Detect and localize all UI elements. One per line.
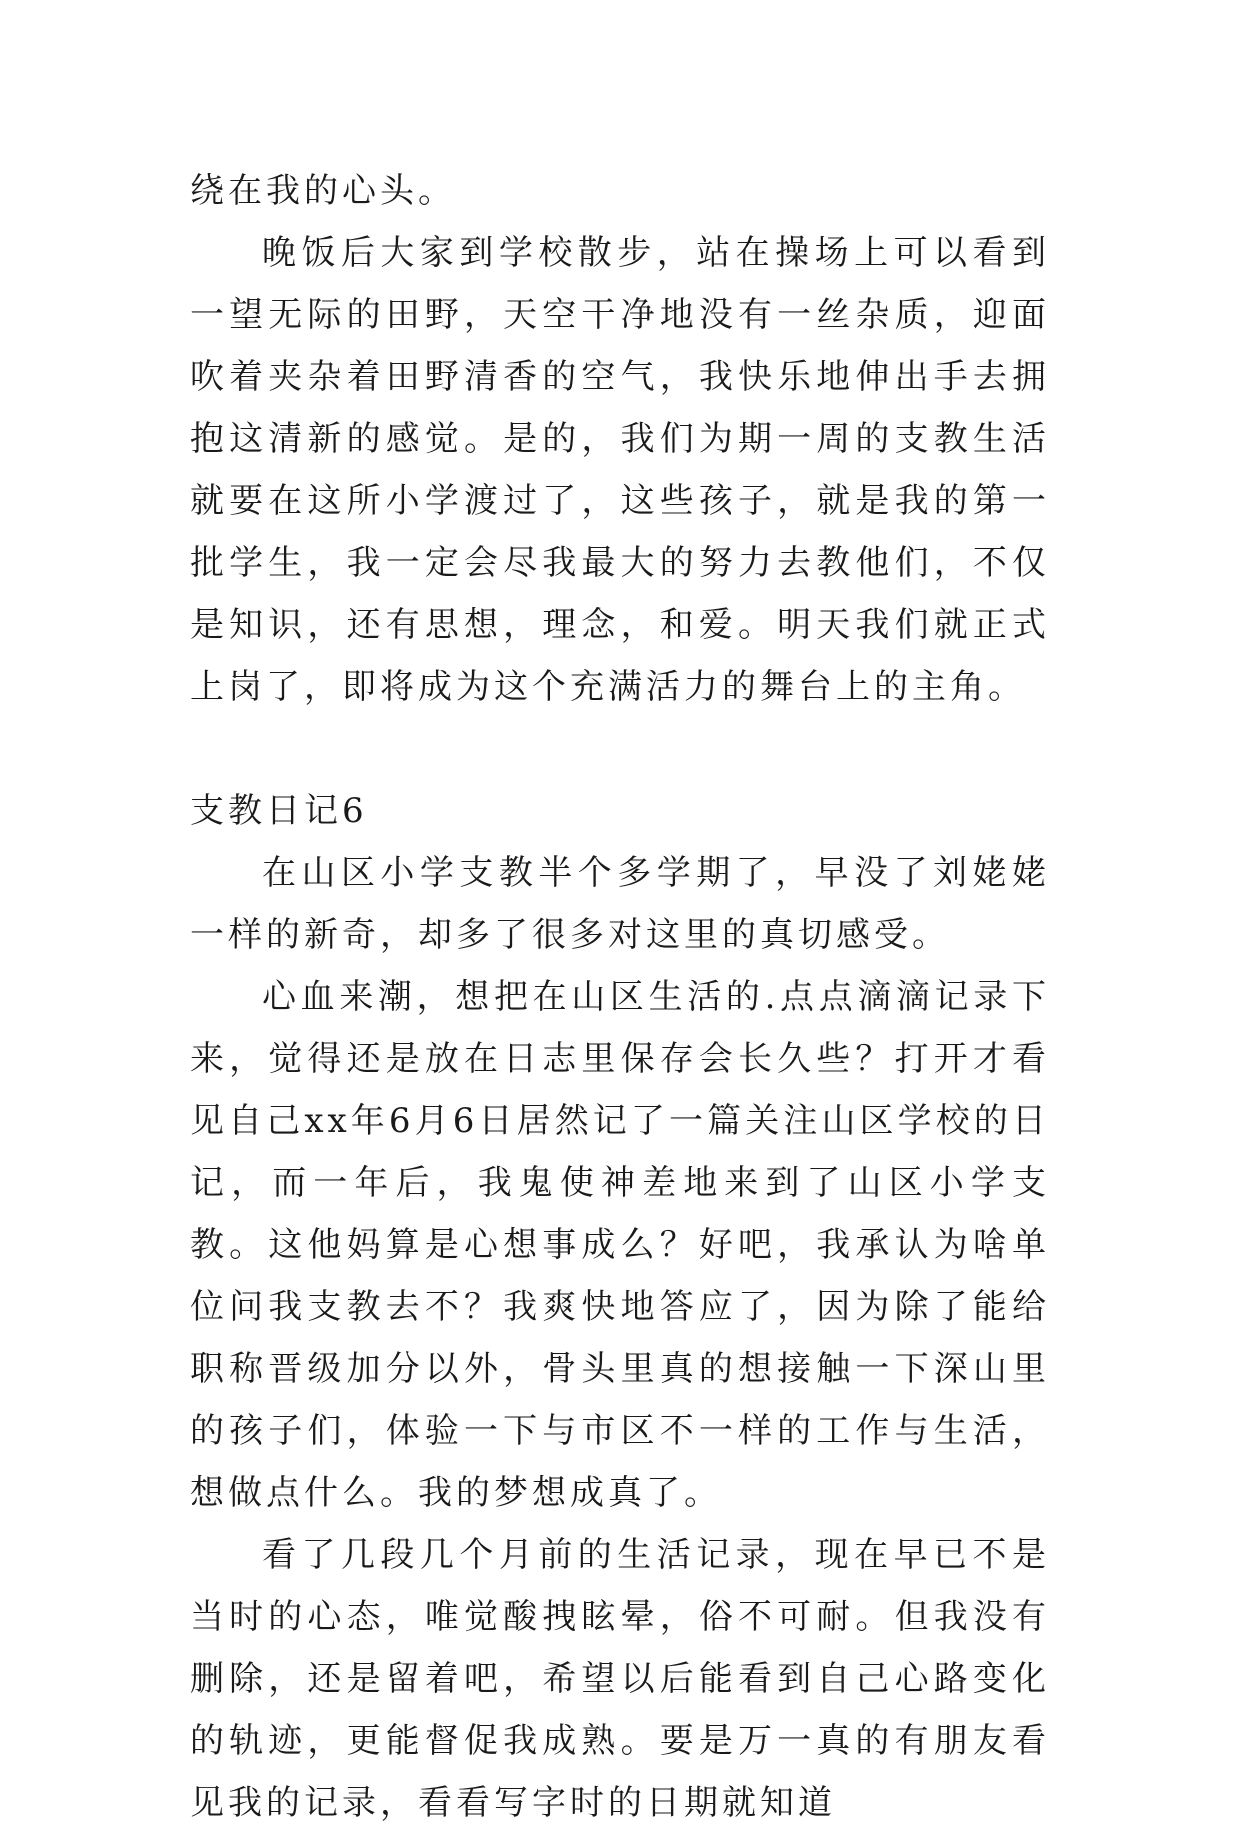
paragraph-half-semester: 在山区小学支教半个多学期了，早没了刘姥姥一样的新奇，却多了很多对这里的真切感受。 — [190, 853, 1050, 955]
section-gap — [190, 718, 1050, 780]
section-heading: 支教日记6 — [190, 791, 368, 831]
paragraph-old-records: 看了几段几个月前的生活记录，现在早已不是当时的心态，唯觉酸拽眩晕，俗不可耐。但我没有删除，还是留着吧，希望以后能看到自己心路变化的轨迹，更能督促我成熟。要是万一真的有朋友看见我的记录，看看写字时的日期就知道 — [190, 1535, 1050, 1823]
paragraph-evening-walk: 晚饭后大家到学校散步，站在操场上可以看到一望无际的田野，天空干净地没有一丝杂质，迎面吹着夹杂着田野清香的空气，我快乐地伸出手去拥抱这清新的感觉。是的，我们为期一周的支教生活就要在这所小学渡过了，这些孩子，就是我的第一批学生，我一定会尽我最大的努力去教他们，不仅是知识，还有思想，理念，和爱。明天我们就正式上岗了，即将成为这个充满活力的舞台上的主角。 — [190, 233, 1050, 707]
paragraph-diary-record: 心血来潮，想把在山区生活的.点点滴滴记录下来，觉得还是放在日志里保存会长久些？打开才看见自己xx年6月6日居然记了一篇关注山区学校的日记，而一年后，我鬼使神差地来到了山区小学支教。这他妈算是心想事成么？好吧，我承认为啥单位问我支教去不？我爽快地答应了，因为除了能给职称晋级加分以外，骨头里真的想接触一下深山里的孩子们，体验一下与市区不一样的工作与生活，想做点什么。我的梦想成真了。 — [190, 977, 1050, 1513]
document-body — [190, 160, 1050, 1834]
lead-fragment: 绕在我的心头。 — [190, 171, 456, 211]
